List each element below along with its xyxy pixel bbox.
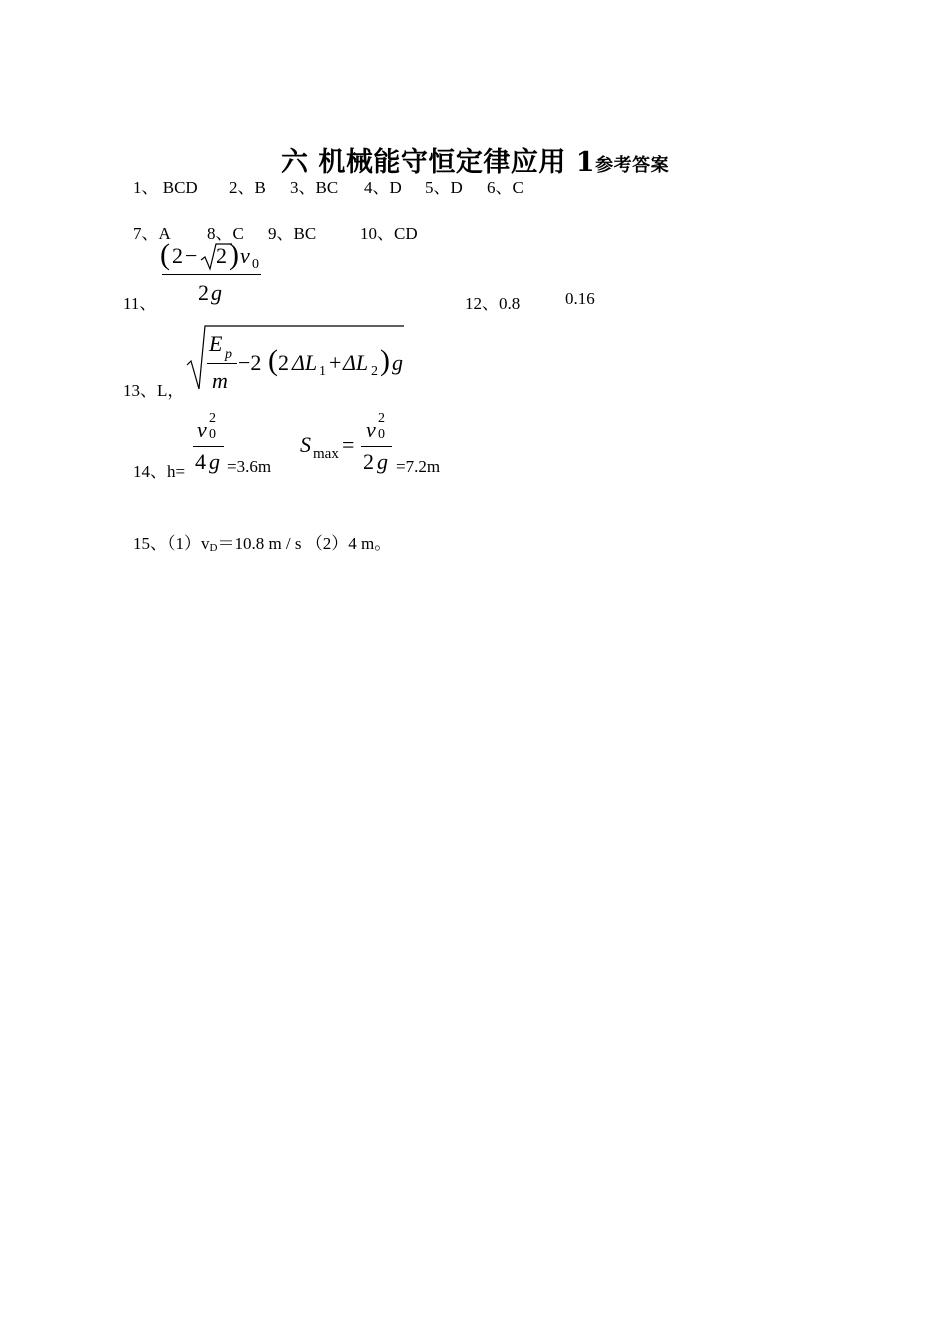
answer-14-label: 14、h= <box>133 462 186 481</box>
q14-den2-2: 2 <box>363 449 374 474</box>
q11-close-paren: ) <box>229 238 239 271</box>
answer-10: 10、CD <box>360 224 418 243</box>
title-suffix: 参考答案 <box>595 155 670 176</box>
answer-3: 3、BC <box>290 178 339 197</box>
q11-root-2: 2 <box>216 243 227 268</box>
q13-sub1: 1 <box>319 364 326 379</box>
q14-v: v <box>197 417 207 442</box>
q11-fraction-bar <box>162 274 261 275</box>
q14-v2-sub: 0 <box>378 427 385 442</box>
answer-9: 9、BC <box>268 224 317 243</box>
q14-fraction-bar2 <box>361 446 392 447</box>
q13-E-sub: p <box>225 347 232 362</box>
q11-den-2: 2 <box>198 280 209 305</box>
title-main: 六 机械能守恒定律应用 1 <box>281 147 596 178</box>
q14-v-sub: 0 <box>209 427 216 442</box>
q15-rest: ＝10.8 m / s （2）4 m。 <box>217 534 392 553</box>
answer-6: 6、C <box>487 178 524 197</box>
answer-7: 7、A <box>133 224 171 243</box>
answer-8: 8、C <box>207 224 244 243</box>
q14-S: S <box>300 432 311 457</box>
q13-2: 2 <box>278 350 289 375</box>
q11-num-2: 2 <box>172 243 183 268</box>
answer-5: 5、D <box>425 178 463 197</box>
q13-fraction-bar <box>207 363 237 364</box>
q13-plus: + <box>329 350 342 375</box>
answer-1: 1、 BCD <box>133 178 198 197</box>
answer-12-value2: 0.16 <box>565 289 595 308</box>
answer-12: 12、0.8 <box>465 294 521 313</box>
answer-2: 2、B <box>229 178 266 197</box>
q13-g: g <box>392 350 403 375</box>
q13-m: m <box>212 368 228 393</box>
q14-den2-g: g <box>377 449 388 474</box>
q14-den-4: 4 <box>195 449 206 474</box>
q13-sub2: 2 <box>371 364 378 379</box>
q11-den-g: g <box>211 280 222 305</box>
q14-eq: = <box>342 432 355 457</box>
q13-open-paren: ( <box>268 344 278 377</box>
q13-minus-2: −2 <box>238 350 262 375</box>
answer-14-result2: =7.2m <box>396 457 441 476</box>
answer-14-result1: =3.6m <box>227 457 272 476</box>
q14-v2: v <box>366 417 376 442</box>
q13-close-paren: ) <box>380 344 390 377</box>
q11-v-sub: 0 <box>252 257 259 272</box>
q11-minus: − <box>185 243 198 268</box>
answer-15 <box>133 529 391 554</box>
answer-13-label: 13、L， <box>123 381 185 400</box>
q14-v-sup: 2 <box>209 411 216 426</box>
q11-open-paren: ( <box>160 238 170 271</box>
q13-E: E <box>209 331 223 356</box>
q15-label: 15、（1）v <box>133 534 210 553</box>
q13-dL1: ΔL <box>292 350 318 375</box>
q14-fraction-bar <box>193 446 224 447</box>
page-title <box>281 140 669 179</box>
q15-sub: D <box>209 542 218 554</box>
q14-S-sub: max <box>313 446 339 462</box>
q14-v2-sup: 2 <box>378 411 385 426</box>
q14-den-g: g <box>209 449 220 474</box>
q13-dL2: ΔL <box>343 350 369 375</box>
answer-11-label: 11、 <box>123 294 157 313</box>
q11-v: v <box>240 243 250 268</box>
answer-4: 4、D <box>364 178 402 197</box>
